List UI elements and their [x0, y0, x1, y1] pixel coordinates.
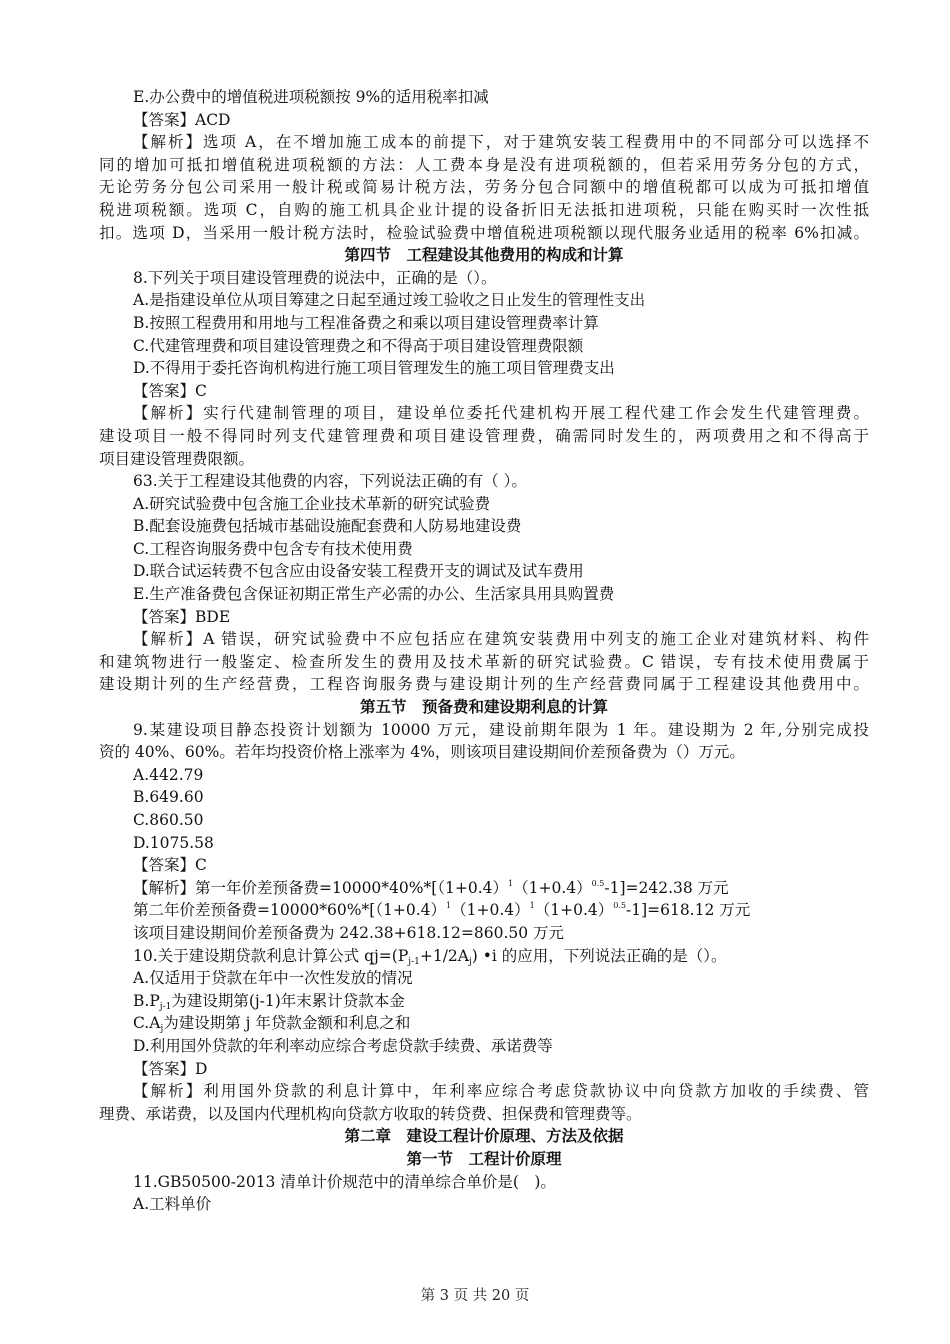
formula-line	[99, 877, 869, 900]
option-line: D.1075.58	[133, 833, 214, 852]
option-line: B.按照工程费用和用地与工程准备费之和乘以项目建设管理费率计算	[133, 313, 599, 332]
formula-text: -1]=242.38 万元	[604, 878, 729, 897]
explanation-line: 同的增加可抵扣增值税进项税额的方法：人工费本身是没有进项税额的，但若采用劳务分包的方式，	[99, 155, 869, 174]
option-line: A.是指建设单位从项目筹建之日起至通过竣工验收之日止发生的管理性支出	[133, 291, 646, 310]
section-heading: 第四节 工程建设其他费用的构成和计算	[344, 246, 624, 265]
option-line: C.860.50	[133, 811, 204, 829]
formula-line	[99, 899, 869, 922]
answer-line: 【答案】D	[133, 1059, 208, 1078]
option-line: A.仅适用于贷款在年中一次性发放的情况	[133, 969, 413, 988]
formula-text: （1+0.4）	[451, 901, 530, 920]
option-line: D.联合试运转费不包含应由设备安装工程费开支的调试及试车费用	[133, 562, 584, 581]
option-line	[99, 990, 869, 1013]
explanation-line: 和建筑物进行一般鉴定、检查所发生的费用及技术革新的研究试验费。C 错误，专有技术使用费属于	[99, 652, 869, 671]
formula-line: 该项目建设期间价差预备费为 242.38+618.12=860.50 万元	[133, 923, 565, 942]
formula-text: （1+0.4）	[513, 878, 592, 897]
explanation-line: 建设项目一般不得同时列支代建管理费和项目建设管理费，确需同时发生的，两项费用之和不得高于	[99, 426, 869, 445]
explanation-line: 【解析】实行代建制管理的项目，建设单位委托代建机构开展工程代建工作会发生代建管理费。	[133, 404, 869, 423]
option-line	[99, 1012, 869, 1035]
option-line: C.工程咨询服务费中包含专有技术使用费	[133, 539, 413, 558]
section-heading: 第一节 工程计价原理	[406, 1149, 562, 1168]
formula-exponent: 1	[529, 901, 535, 911]
question-line: 11.GB50500-2013 清单计价规范中的清单综合单价是( )。	[133, 1172, 556, 1191]
option-text: 为建设期第(j-1)年末累计贷款本金	[171, 991, 405, 1010]
option-line: B.649.60	[133, 788, 204, 807]
formula-subscript: j	[160, 1024, 164, 1035]
option-text: C.A	[133, 1014, 161, 1033]
option-line: B.配套设施费包括城市基础设施配套费和人防易地建设费	[133, 517, 522, 536]
option-line: A.研究试验费中包含施工企业技术革新的研究试验费	[133, 494, 491, 513]
explanation-line: 扣。选项 D，当采用一般计税方法时，检验试验费中增值税进项税额以现代服务业适用的税率 6%扣减。	[99, 223, 869, 242]
formula-text: 【解析】第一年价差预备费=10000*40%*[（1+0.4）	[133, 878, 509, 897]
formula-exponent: 0.5	[591, 878, 605, 888]
question-text: 10.关于建设期贷款利息计算公式 qj=(P	[133, 946, 409, 965]
option-line: D.不得用于委托咨询机构进行施工项目管理发生的施工项目管理费支出	[133, 359, 615, 378]
page-footer: 第 3 页 共 20 页	[420, 1288, 530, 1304]
explanation-line: 【解析】A 错误，研究试验费中不应包括应在建筑安装费用中列支的施工企业对建筑材料、构件	[133, 630, 869, 649]
answer-line: 【答案】BDE	[133, 607, 231, 626]
document-body	[99, 86, 869, 1216]
answer-line: 【答案】C	[133, 381, 207, 400]
option-line: D.利用国外贷款的年利率动应综合考虑贷款手续费、承诺费等	[133, 1036, 553, 1055]
formula-exponent: 0.5	[613, 901, 626, 911]
explanation-line: 项目建设管理费限额。	[99, 449, 255, 468]
explanation-line: 【解析】选项 A，在不增加施工成本的前提下，对于建筑安装工程费用中的不同部分可以选择不	[133, 133, 869, 152]
option-text: 为建设期第 j 年贷款金额和利息之和	[163, 1014, 411, 1033]
explanation-line: 无论劳务分包公司采用一般计税或简易计税方法，劳务分包合同额中的增值税都可以成为可抵扣增值	[99, 178, 869, 197]
answer-line: 【答案】C	[133, 856, 207, 875]
explanation-line: 建设期计列的生产经营费，工程咨询服务费与建设期计列的生产经营费同属于工程建设其他费用中。	[99, 675, 869, 694]
option-line: C.代建管理费和项目建设管理费之和不得高于项目建设管理费限额	[133, 336, 584, 355]
formula-text: -1]=618.12 万元	[625, 901, 751, 920]
option-text: B.P	[133, 991, 160, 1010]
section-heading: 第五节 预备费和建设期利息的计算	[359, 698, 608, 717]
explanation-line: 税进项税额。选项 C，自购的施工机具企业计提的设备折旧无法抵扣进项税，只能在购买时一次性抵	[99, 200, 869, 219]
option-line: A.442.79	[133, 765, 204, 784]
explanation-line: 【解析】利用国外贷款的利息计算中，年利率应综合考虑贷款协议中向贷款方加收的手续费、管	[133, 1082, 869, 1101]
explanation-line: 理费、承诺费，以及国内代理机构向贷款方收取的转贷费、担保费和管理费等。	[99, 1104, 642, 1123]
question-line: 8.下列关于项目建设管理费的说法中，正确的是（）。	[133, 268, 497, 287]
formula-subscript: j-1	[408, 956, 420, 967]
chapter-heading: 第二章 建设工程计价原理、方法及依据	[344, 1127, 624, 1146]
formula-exponent: 1	[446, 901, 452, 911]
question-line: 63.关于工程建设其他费的内容，下列说法正确的有（ ）。	[133, 472, 527, 491]
question-line	[99, 945, 869, 968]
question-line: 资的 40%、60%。若年均投资价格上涨率为 4%，则该项目建设期间价差预备费为（）万元。	[99, 743, 745, 762]
formula-text: 第二年价差预备费=10000*60%*[（1+0.4）	[133, 901, 447, 920]
question-text: +1/2A	[419, 946, 469, 965]
question-text: ) •i 的应用，下列说法正确的是（）。	[471, 946, 727, 965]
formula-exponent: 1	[508, 878, 514, 888]
formula-subscript: j-1	[159, 1001, 172, 1012]
answer-line: 【答案】ACD	[133, 110, 231, 129]
option-e-line: E.办公费中的增值税进项税额按 9%的适用税率扣减	[133, 88, 489, 106]
formula-subscript: j	[468, 956, 472, 967]
formula-text: （1+0.4）	[534, 901, 614, 920]
option-line: A.工料单价	[133, 1195, 212, 1214]
option-line: E.生产准备费包含保证初期正常生产必需的办公、生活家具用具购置费	[133, 585, 615, 604]
question-line: 9.某建设项目静态投资计划额为 10000 万元，建设前期年限为 1 年。建设期为 2 年,分别完成投	[133, 720, 869, 739]
